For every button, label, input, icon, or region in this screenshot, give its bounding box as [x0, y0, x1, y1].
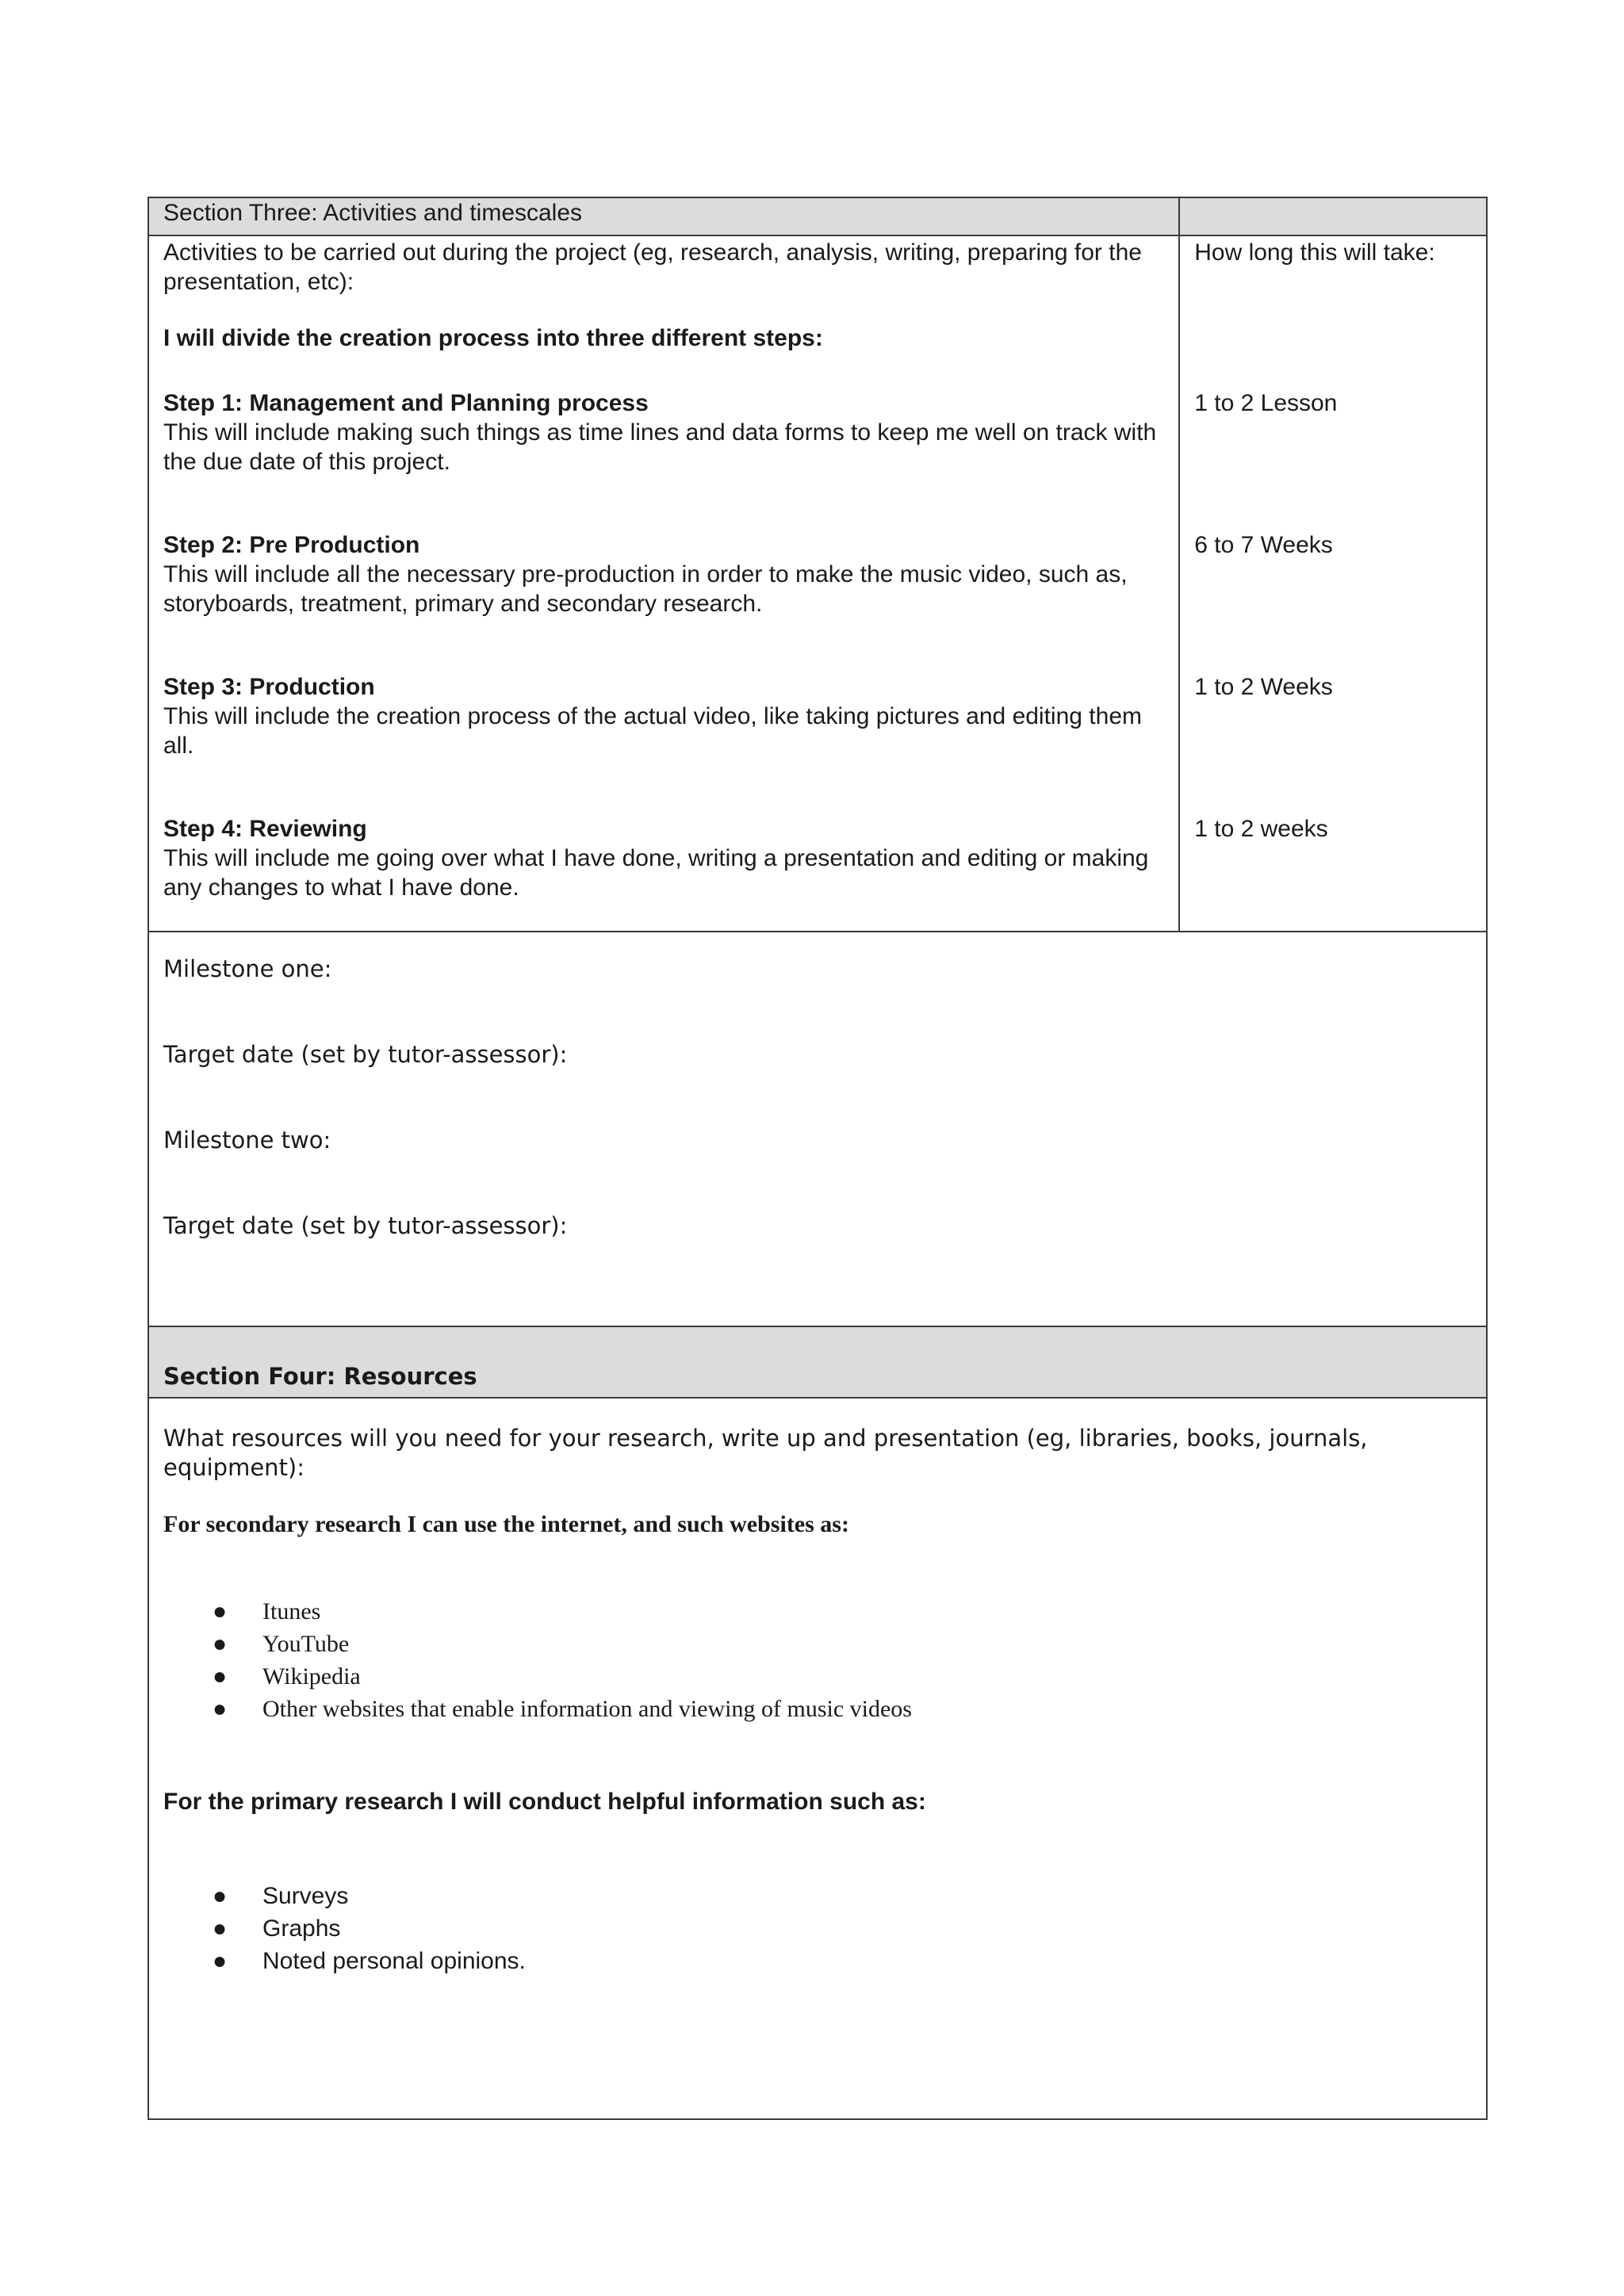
target-date-two-label: Target date (set by tutor-assessor):	[163, 1212, 568, 1239]
step-2-title: Step 2: Pre Production	[163, 532, 420, 558]
bullet-icon: ●	[213, 1663, 228, 1689]
list-item: ● Graphs	[163, 1912, 1472, 1945]
step-3-time: 1 to 2 Weeks	[1194, 674, 1333, 700]
bullet-icon: ●	[213, 1915, 228, 1942]
bullet-icon: ●	[213, 1948, 228, 1974]
list-item: ● Itunes	[163, 1595, 1472, 1628]
bullet-icon: ●	[213, 1631, 228, 1657]
step-1-text: This will include making such things as time lines and data forms to keep me well on track with the due date of this project.	[163, 419, 1157, 475]
step-2-text: This will include all the necessary pre-production in order to make the music video, such as, storyboards, treatment, primary and secondary research.	[163, 561, 1128, 617]
step-1-time: 1 to 2 Lesson	[1194, 390, 1338, 416]
secondary-research-list	[163, 1595, 1472, 1725]
step-4-text: This will include me going over what I have done, writing a presentation and editing or making any changes to what I have done.	[163, 845, 1149, 901]
step-1	[163, 388, 1164, 530]
step-2	[163, 530, 1164, 672]
bullet-icon: ●	[213, 1883, 228, 1909]
step-1-title: Step 1: Management and Planning process	[163, 390, 649, 416]
bullet-icon: ●	[213, 1598, 228, 1624]
how-long-label: How long this will take:	[1194, 239, 1435, 266]
list-item: ● Wikipedia	[163, 1660, 1472, 1693]
bullet-icon: ●	[213, 1696, 228, 1722]
resources-cell	[148, 1398, 1487, 2119]
milestones-cell	[148, 932, 1487, 1326]
step-4-time: 1 to 2 weeks	[1194, 816, 1328, 842]
section-three-header-blank	[1179, 197, 1487, 235]
step-3	[163, 672, 1164, 814]
project-form	[147, 197, 1488, 2120]
milestone-two-label: Milestone two:	[163, 1127, 331, 1154]
step-4	[163, 814, 1164, 902]
list-item: ● Other websites that enable information and viewing of music videos	[163, 1693, 1472, 1725]
secondary-research-intro: For secondary research I can use the internet, and such websites as:	[163, 1511, 849, 1537]
step-3-text: This will include the creation process of the actual video, like taking pictures and editing them all.	[163, 703, 1142, 759]
list-item: ● Noted personal opinions.	[163, 1945, 1472, 1977]
resources-prompt: What resources will you need for your research, write up and presentation (eg, libraries, books, journals, equipment):	[163, 1425, 1368, 1481]
step-3-title: Step 3: Production	[163, 674, 375, 700]
steps-intro: I will divide the creation process into three different steps:	[163, 325, 823, 351]
timescale-cell	[1179, 235, 1487, 932]
activities-table	[147, 197, 1488, 2120]
milestone-one-label: Milestone one:	[163, 955, 332, 982]
list-item: ● Surveys	[163, 1880, 1472, 1912]
step-4-title: Step 4: Reviewing	[163, 816, 367, 842]
list-item: ● YouTube	[163, 1628, 1472, 1660]
activities-cell	[148, 235, 1179, 932]
target-date-one-label: Target date (set by tutor-assessor):	[163, 1041, 568, 1068]
section-four-header: Section Four: Resources	[148, 1326, 1487, 1398]
primary-research-list	[163, 1880, 1472, 1977]
activities-prompt: Activities to be carried out during the project (eg, research, analysis, writing, preparing for the presentation, etc):	[163, 239, 1142, 295]
section-three-header: Section Three: Activities and timescales	[148, 197, 1179, 235]
step-2-time: 6 to 7 Weeks	[1194, 532, 1333, 558]
primary-research-intro: For the primary research I will conduct helpful information such as:	[163, 1789, 926, 1815]
